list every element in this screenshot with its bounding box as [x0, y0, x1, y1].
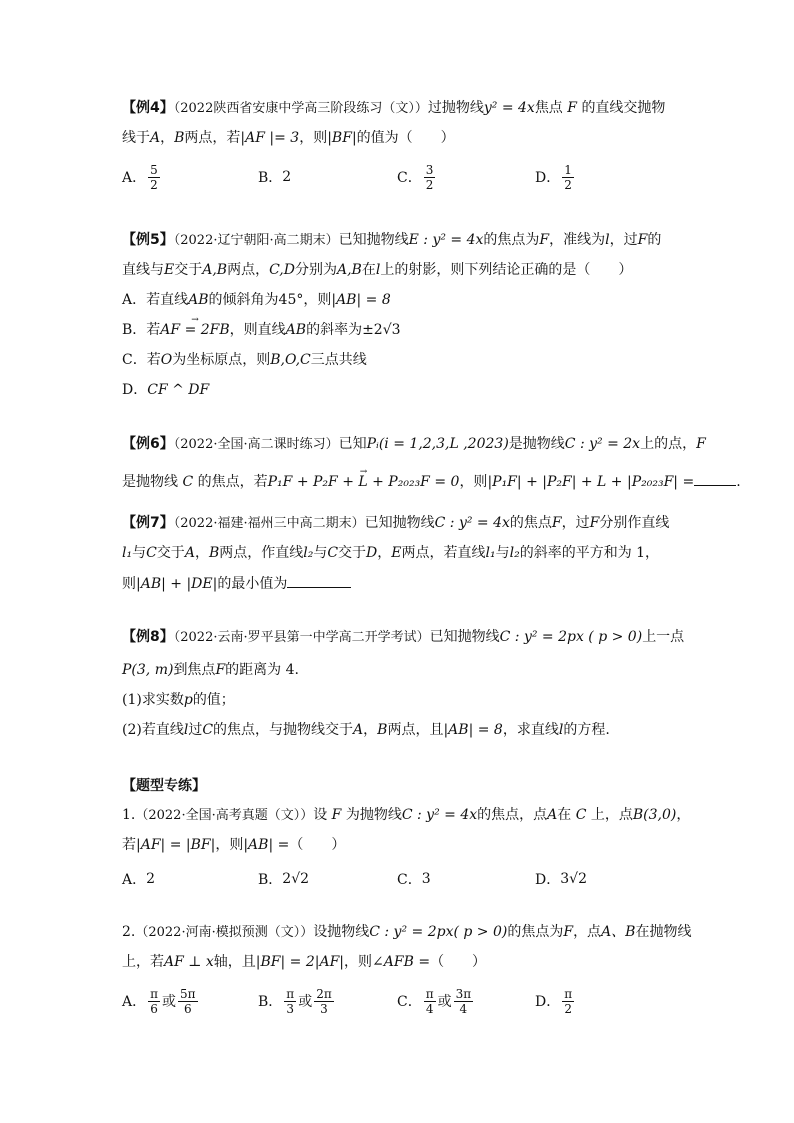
angle-value: 45°	[278, 292, 304, 308]
var: AB	[188, 292, 209, 308]
option-d	[535, 984, 576, 1018]
fraction	[314, 987, 334, 1016]
ex8-tag: 【例8】	[122, 629, 174, 645]
option-label: D．	[535, 994, 561, 1010]
text: 到焦点	[173, 662, 216, 678]
text: 的焦点，若	[197, 474, 268, 490]
ex4-condition: |AF |= 3	[240, 130, 300, 146]
option-value: 3	[421, 871, 431, 887]
option-label: D．	[122, 382, 148, 398]
ex6-tag: 【例6】	[122, 436, 174, 452]
text: 已知抛物线	[338, 232, 409, 248]
var: p	[183, 692, 193, 708]
question-expr: |AB| =	[243, 837, 290, 853]
vector-equation: → AF = 2FB	[160, 320, 229, 340]
drill2-line-2	[122, 952, 486, 972]
numerator: 3π	[455, 986, 472, 1001]
text: 为抛物线	[345, 807, 402, 823]
option-b	[258, 160, 291, 194]
var: C	[182, 474, 194, 490]
text: 若	[146, 322, 161, 338]
text: 已知	[338, 436, 367, 452]
fraction	[424, 163, 436, 192]
text: 交于	[156, 545, 185, 561]
numerator: π	[286, 986, 295, 1001]
text: ，	[160, 130, 175, 146]
ex5-tag: 【例5】	[122, 232, 174, 248]
option-label: A．	[122, 292, 147, 308]
fraction	[148, 163, 160, 192]
text: 线于	[122, 130, 150, 146]
var: l₂	[509, 545, 520, 561]
var: C	[202, 722, 214, 738]
ex4-tag: 【例4】	[122, 100, 174, 116]
var: C	[327, 545, 339, 561]
text: 焦点	[534, 100, 563, 116]
text: 已知抛物线	[429, 629, 500, 645]
option-b	[258, 862, 309, 896]
equation: C : y² = 2x	[564, 436, 641, 452]
var: l₂	[303, 545, 314, 561]
point: P(3, m)	[122, 662, 174, 678]
fraction	[178, 987, 198, 1016]
var: l	[375, 262, 381, 278]
option-label: B．	[258, 170, 283, 186]
option-value: 2	[282, 169, 292, 185]
text: 两点，若直线	[401, 545, 486, 561]
ex5-equation: E : y² = 4x	[408, 232, 484, 248]
ex6-line-1	[122, 434, 706, 455]
fraction	[562, 987, 574, 1016]
ex7-line-1	[122, 513, 669, 534]
text: 若直线	[146, 292, 189, 308]
text: ，点	[573, 924, 602, 940]
denominator: 2	[564, 177, 572, 192]
problem-source: （2022·河南·模拟预测（文））	[135, 925, 314, 940]
ex6-line-2	[122, 471, 741, 492]
text: 的斜率的平方和为 1，	[519, 545, 660, 561]
denominator: 2	[150, 177, 158, 192]
text: 两点，	[227, 262, 270, 278]
option-label: C．	[122, 352, 147, 368]
text: ，则	[215, 837, 244, 853]
abs-sum: |P₁F| + |P₂F| + L + |P₂₀₂₃F| =	[487, 474, 695, 490]
text: ，过	[561, 515, 590, 531]
option-c	[397, 160, 437, 194]
text: ，则	[303, 292, 332, 308]
var: F	[589, 515, 600, 531]
var: F	[539, 232, 550, 248]
text: ，	[676, 807, 691, 823]
text: 是抛物线	[508, 436, 565, 452]
text: ，则	[344, 954, 373, 970]
var: A,B	[202, 262, 228, 278]
ex4-line-1	[122, 98, 665, 119]
ex7-line-3	[122, 573, 351, 594]
problem-number: 1.	[122, 807, 136, 823]
text: 的值；	[192, 692, 235, 708]
var: E	[164, 262, 175, 278]
text: 若	[122, 837, 136, 853]
denominator: 2	[425, 177, 434, 192]
text: 的倾斜角为	[208, 292, 279, 308]
denominator: 3	[320, 1001, 328, 1016]
text: 的直线交抛物	[581, 100, 666, 116]
text: ，则	[459, 474, 488, 490]
numerator: 1	[564, 162, 572, 177]
text: （ ）	[289, 837, 346, 853]
option-value: 2√2	[282, 871, 310, 887]
var: B	[377, 722, 388, 738]
ex4-line-2	[122, 128, 455, 148]
var: B	[208, 545, 220, 561]
var: A	[353, 722, 364, 738]
drill1-options	[122, 862, 682, 896]
ex6-source: （2022·全国·高二课时练习）	[173, 437, 339, 452]
text: 的焦点	[509, 515, 552, 531]
text: 过	[188, 722, 203, 738]
condition: AF ⊥ x	[164, 954, 214, 970]
equation: |AB| = 8	[331, 292, 391, 308]
var: B,O,C	[270, 352, 311, 368]
ex7-source: （2022·福建·福州三中高二期末）	[173, 516, 365, 531]
text: 为坐标原点，则	[172, 352, 271, 368]
option-d	[535, 160, 576, 194]
denominator: 3	[286, 1001, 295, 1016]
text: 或	[162, 994, 177, 1010]
var: B	[174, 130, 185, 146]
option-c	[397, 984, 475, 1018]
denominator: 6	[183, 1001, 192, 1016]
ex5-source: （2022·辽宁朝阳·高二期末）	[173, 233, 339, 248]
text: 三点共线	[310, 352, 367, 368]
option-b	[258, 984, 336, 1018]
text: 上，若	[122, 954, 164, 970]
text: 两点，若	[184, 130, 241, 146]
text: 或	[298, 994, 313, 1010]
question-expr: ∠AFB =	[372, 954, 431, 970]
fraction	[562, 163, 574, 192]
text: 的	[647, 232, 662, 248]
section-heading: 【题型专练】	[122, 778, 206, 794]
option-label: D．	[535, 872, 561, 888]
var: C,D	[269, 262, 295, 278]
text: 设	[313, 807, 328, 823]
ex5-line-1	[122, 230, 661, 251]
text: 上的点，	[640, 436, 697, 452]
text: ，	[363, 722, 378, 738]
numerator: π	[564, 986, 573, 1001]
text: 两点，且	[387, 722, 444, 738]
text: 直线与	[122, 262, 164, 278]
fraction	[424, 987, 436, 1016]
numerator: π	[425, 986, 434, 1001]
option-label: C．	[397, 994, 422, 1010]
text: 在抛物线	[635, 924, 692, 940]
text: 在	[557, 807, 572, 823]
text: 的焦点为	[507, 924, 564, 940]
var: F	[696, 436, 706, 452]
option-value: 2	[146, 871, 156, 887]
var: F	[331, 807, 342, 823]
text: (2)若直线	[122, 722, 184, 738]
text: 的焦点为	[483, 232, 540, 248]
ex8-line-1	[122, 627, 684, 648]
var: A	[184, 545, 195, 561]
equation: |BF| = 2|AF|	[255, 954, 345, 970]
ex8-question-2	[122, 720, 610, 740]
ex5-line-2	[122, 260, 632, 280]
option-label: C．	[397, 170, 422, 186]
equation: C : y² = 2px ( p > 0)	[499, 629, 643, 645]
text: 分别为	[294, 262, 337, 278]
option-d	[535, 862, 587, 896]
text: （ ）	[430, 954, 487, 970]
point-set: Pᵢ(i = 1,2,3,L ,2023)	[366, 436, 509, 452]
denominator: 4	[459, 1001, 468, 1016]
ex4-options	[122, 160, 682, 194]
text: 与	[495, 545, 510, 561]
var: D	[366, 545, 378, 561]
var: l₁	[485, 545, 496, 561]
var: AB	[285, 322, 307, 338]
text: 的焦点，点	[477, 807, 548, 823]
vector-sum: → P₁F + P₂F + L + P₂₀₂₃F = 0	[268, 472, 460, 492]
numerator: 5π	[180, 986, 196, 1001]
text: ，过	[609, 232, 638, 248]
text: ，求直线	[502, 722, 559, 738]
drill2-options	[122, 984, 682, 1018]
var: O	[160, 352, 173, 368]
option-a	[122, 160, 162, 194]
text: 与	[313, 545, 328, 561]
ex8-line-2	[122, 660, 299, 680]
fraction	[148, 987, 160, 1016]
text: 上的射影，则下列结论正确的是（ ）	[380, 262, 633, 278]
ex7-line-2	[122, 543, 659, 563]
ex5-option-c	[122, 350, 367, 370]
ex4-equation: y² = 4x	[483, 100, 535, 116]
numerator: 2π	[316, 986, 332, 1001]
var: l₁	[122, 545, 133, 561]
option-label: A．	[122, 170, 147, 186]
expression: CF ^ DF	[147, 382, 210, 398]
var: F	[551, 515, 562, 531]
option-label: B．	[122, 322, 147, 338]
text: ，准线为	[549, 232, 606, 248]
option-value: 3√2	[560, 871, 587, 887]
var: F	[215, 662, 226, 678]
text: 轴，且	[213, 954, 256, 970]
text: 则	[122, 576, 136, 592]
ex5-option-b	[122, 320, 401, 340]
ex8-source: （2022·云南·罗平县第一中学高二开学考试）	[173, 630, 430, 645]
text: 在	[361, 262, 376, 278]
text: 或	[437, 994, 452, 1010]
point: B(3,0)	[632, 807, 677, 823]
option-label: A．	[122, 994, 147, 1010]
text: ，则直线	[229, 322, 286, 338]
ex5-option-d	[122, 380, 209, 400]
var: l	[605, 232, 610, 248]
text: ，则	[299, 130, 328, 146]
answer-blank[interactable]	[287, 573, 351, 588]
text: 设抛物线	[313, 924, 370, 940]
text: 上一点	[642, 629, 685, 645]
text: 的最小值为	[217, 576, 288, 592]
drill2-line-1	[122, 922, 691, 943]
answer-blank[interactable]	[694, 471, 736, 486]
text: .	[736, 474, 741, 490]
option-label: B．	[258, 994, 283, 1010]
equation: C : y² = 4x	[401, 807, 478, 823]
equation: C : y² = 2px( p > 0)	[369, 924, 508, 940]
text: 分别作直线	[599, 515, 670, 531]
drill1-line-2	[122, 835, 345, 855]
var: F	[563, 924, 574, 940]
var: A	[547, 807, 558, 823]
text: 交于	[338, 545, 367, 561]
text: 过抛物线	[427, 100, 484, 116]
var: E	[391, 545, 402, 561]
problem-source: （2022·全国·高考真题（文））	[135, 808, 314, 823]
condition: |AF| = |BF|	[136, 837, 216, 853]
fraction	[284, 987, 296, 1016]
text: 的方程.	[563, 722, 610, 738]
option-label: B．	[258, 872, 283, 888]
text: 已知抛物线	[364, 515, 435, 531]
text: 若	[146, 352, 161, 368]
ex4-question-expr: |BF|	[327, 130, 357, 146]
text: 的距离为 4.	[225, 662, 299, 678]
slope-value: ±2√3	[362, 322, 401, 338]
option-a	[122, 862, 155, 896]
var: C	[146, 545, 157, 561]
ex8-question-1	[122, 690, 235, 710]
fraction	[454, 987, 474, 1016]
denominator: 2	[564, 1001, 572, 1016]
equation: C : y² = 4x	[434, 515, 510, 531]
text: 的斜率为	[306, 322, 363, 338]
var: l	[183, 722, 189, 738]
var: F	[567, 100, 577, 116]
var: C	[575, 807, 587, 823]
equation: |AB| = 8	[443, 722, 503, 738]
text: 的值为（ ）	[356, 130, 455, 146]
var: A,B	[336, 262, 362, 278]
var: F	[637, 232, 648, 248]
var: l	[558, 722, 564, 738]
var: A	[150, 130, 161, 146]
text: 交于	[174, 262, 203, 278]
ex5-option-a	[122, 290, 391, 310]
drill1-line-1	[122, 805, 690, 826]
denominator: 4	[425, 1001, 434, 1016]
option-label: C．	[397, 872, 422, 888]
numerator: π	[150, 986, 159, 1001]
text: 上，点	[590, 807, 633, 823]
text: 与	[132, 545, 147, 561]
text: 的焦点，与抛物线交于	[213, 722, 354, 738]
numerator: 3	[425, 162, 434, 177]
option-label: A．	[122, 872, 147, 888]
denominator: 6	[150, 1001, 158, 1016]
numerator: 5	[150, 162, 158, 177]
text: ，	[377, 545, 392, 561]
text: 两点，作直线	[219, 545, 304, 561]
text: (1)求实数	[122, 692, 184, 708]
text: ，	[194, 545, 209, 561]
option-label: D．	[535, 170, 561, 186]
ex4-source: （2022陕西省安康中学高三阶段练习（文））	[173, 101, 428, 116]
option-c	[397, 862, 431, 896]
problem-number: 2.	[122, 924, 136, 940]
expression: |AB| + |DE|	[136, 576, 218, 592]
option-a	[122, 984, 200, 1018]
ex7-tag: 【例7】	[122, 515, 174, 531]
text: 是抛物线	[122, 474, 178, 490]
var: A、B	[601, 924, 636, 940]
